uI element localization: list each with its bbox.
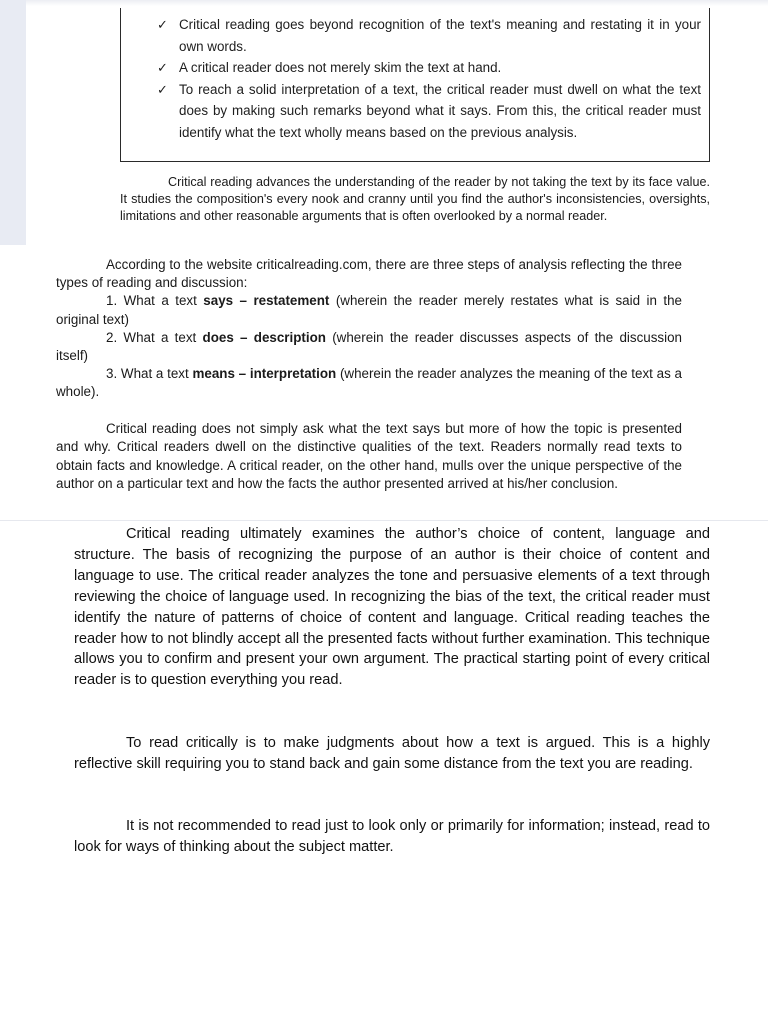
step-item bbox=[56, 365, 682, 401]
step-item bbox=[56, 329, 682, 365]
callout-item bbox=[121, 14, 701, 57]
callout-item-text: Critical reading goes beyond recognition of the text's meaning and restating it in your own words. bbox=[179, 17, 701, 54]
callout-item bbox=[121, 79, 701, 144]
steps-section bbox=[56, 256, 682, 402]
checkmark-icon: ✓ bbox=[157, 81, 168, 97]
paragraph-judgments: To read critically is to make judgments about how a text is argued. This is a highly reflective skill requiring you to stand back and gain some distance from the text you are reading. bbox=[74, 735, 710, 772]
checkmark-icon: ✓ bbox=[157, 60, 168, 76]
callout-item bbox=[121, 57, 701, 79]
step-prefix: 2. What a text bbox=[106, 329, 203, 345]
step-term: means – interpretation bbox=[192, 366, 337, 382]
step-description: (wherein the reader analyzes the meaning of the text as a whole). bbox=[56, 366, 682, 400]
paragraph-author-choice: Critical reading ultimately examines the author’s choice of content, language and structure. The basis of recognizing the purpose of an author is their choice of content and language to use. The critical reader analyzes the tone and persuasive elements of a text through reviewing the choice of language used. In recognizing the bias of the text, the critical reader must identify the nature of patterns of choice of content and language. Critical reading teaches the reader how to not blindly accept all the presented facts without further examination. This technique allows you to confirm and present your own argument. The practical starting point of every critical reader is to question everything you read. bbox=[74, 526, 710, 689]
callout-item-text: To reach a solid interpretation of a text, the critical reader must dwell on what the text does by making such remarks beyond what it says. From this, the critical reader must identify what the text wholly means based on the previous analysis. bbox=[179, 81, 701, 140]
step-description: (wherein the reader merely restates what is said in the original text) bbox=[56, 293, 683, 327]
step-item bbox=[56, 292, 682, 328]
callout-box bbox=[120, 8, 710, 162]
steps-intro: According to the website criticalreading.com, there are three steps of analysis reflecting the three types of reading and discussion: bbox=[56, 257, 682, 291]
left-margin-strip bbox=[0, 0, 26, 245]
step-prefix: 3. What a text bbox=[106, 366, 193, 382]
step-description: (wherein the reader discusses aspects of the discussion itself) bbox=[56, 329, 682, 364]
step-prefix: 1. What a text bbox=[106, 293, 204, 309]
step-term: does – description bbox=[202, 329, 326, 345]
page-top-shade bbox=[0, 0, 768, 6]
section-divider bbox=[0, 520, 768, 521]
callout-list bbox=[121, 8, 709, 144]
paragraph-recommendation: It is not recommended to read just to look only or primarily for information; instead, read to look for ways of thinking about the subject matter. bbox=[74, 818, 710, 855]
callout-item-text: A critical reader does not merely skim the text at hand. bbox=[179, 60, 502, 76]
paragraph-understanding: Critical reading advances the understanding of the reader by not taking the text by its face value. It studies the composition's every nook and cranny until you find the author's inconsistencies, oversights, limitations and other reasonable arguments that is often overlooked by a normal reader. bbox=[120, 175, 710, 223]
step-term: says – restatement bbox=[203, 293, 330, 309]
paragraph-how-why: Critical reading does not simply ask what the text says but more of how the topic is presented and why. Critical readers dwell on the distinctive qualities of the text. Readers normally read texts to obtain facts and knowledge. A critical reader, on the other hand, mulls over the unique perspective of the author on a particular text and how the facts the author presented arrived at his/her conclusion. bbox=[56, 421, 682, 492]
checkmark-icon: ✓ bbox=[157, 17, 168, 32]
